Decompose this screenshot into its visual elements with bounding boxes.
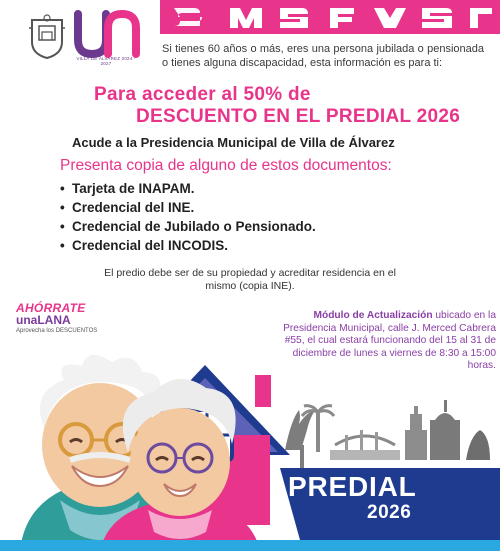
document-label: Credencial del INCODIS.: [72, 238, 229, 253]
header-pattern-band: [160, 0, 500, 34]
ownership-note: El predio debe ser de su propiedad y acreditar residencia en el mismo (copia INE).: [104, 267, 396, 292]
intro-text: Si tienes 60 años o más, eres una persona jubilada o pensionada o tienes alguna discapacidad, esta información es para ti:: [162, 43, 484, 69]
city-skyline-icon: [285, 400, 490, 475]
term-period: 2024 - 2027: [100, 56, 136, 66]
document-label: Credencial del INE.: [72, 200, 195, 215]
location-instruction: Acude a la Presidencia Municipal de Villa de Álvarez: [72, 135, 395, 150]
list-item: [60, 217, 316, 236]
list-item: [60, 179, 316, 198]
municipality-caption: [71, 56, 141, 66]
module-details: ubicado en la Presidencia Municipal, calle J. Merced Cabrera #55, el cual estará funcionando del 15 al 31 de diciembre de lunes a viernes de 8:30 a 15:00 horas.: [283, 310, 496, 371]
headline-line-2: DESCUENTO EN EL PREDIAL 2026: [136, 106, 461, 127]
coat-of-arms-icon: [28, 14, 66, 60]
module-title: Módulo de Actualización: [313, 310, 433, 321]
bullet: •: [60, 181, 65, 196]
una-lana-wordmark: unaLANA: [16, 313, 71, 327]
predial-year: 2026: [367, 502, 412, 523]
ahorrate-wordmark: AHÓRRATE: [16, 301, 86, 315]
bullet: •: [60, 219, 65, 234]
documents-heading: Presenta copia de alguno de estos documentos:: [60, 157, 392, 174]
update-module-info: [283, 310, 496, 373]
bullet: •: [60, 200, 65, 215]
municipality-name: VILLA DE ÁLVAREZ: [76, 56, 121, 61]
ahorrate-una-lana-logo: [16, 301, 136, 334]
documents-list: [60, 179, 316, 255]
list-item: [60, 236, 316, 255]
document-label: Tarjeta de INAPAM.: [72, 181, 195, 196]
list-item: [60, 198, 316, 217]
predial-title: PREDIAL: [288, 471, 417, 502]
document-label: Credencial de Jubilado o Pensionado.: [72, 219, 316, 234]
aprovecha-tagline: Aprovecha los DESCUENTOS: [16, 328, 98, 334]
bullet: •: [60, 238, 65, 253]
headline-line-1: Para acceder al 50% de: [94, 84, 311, 105]
